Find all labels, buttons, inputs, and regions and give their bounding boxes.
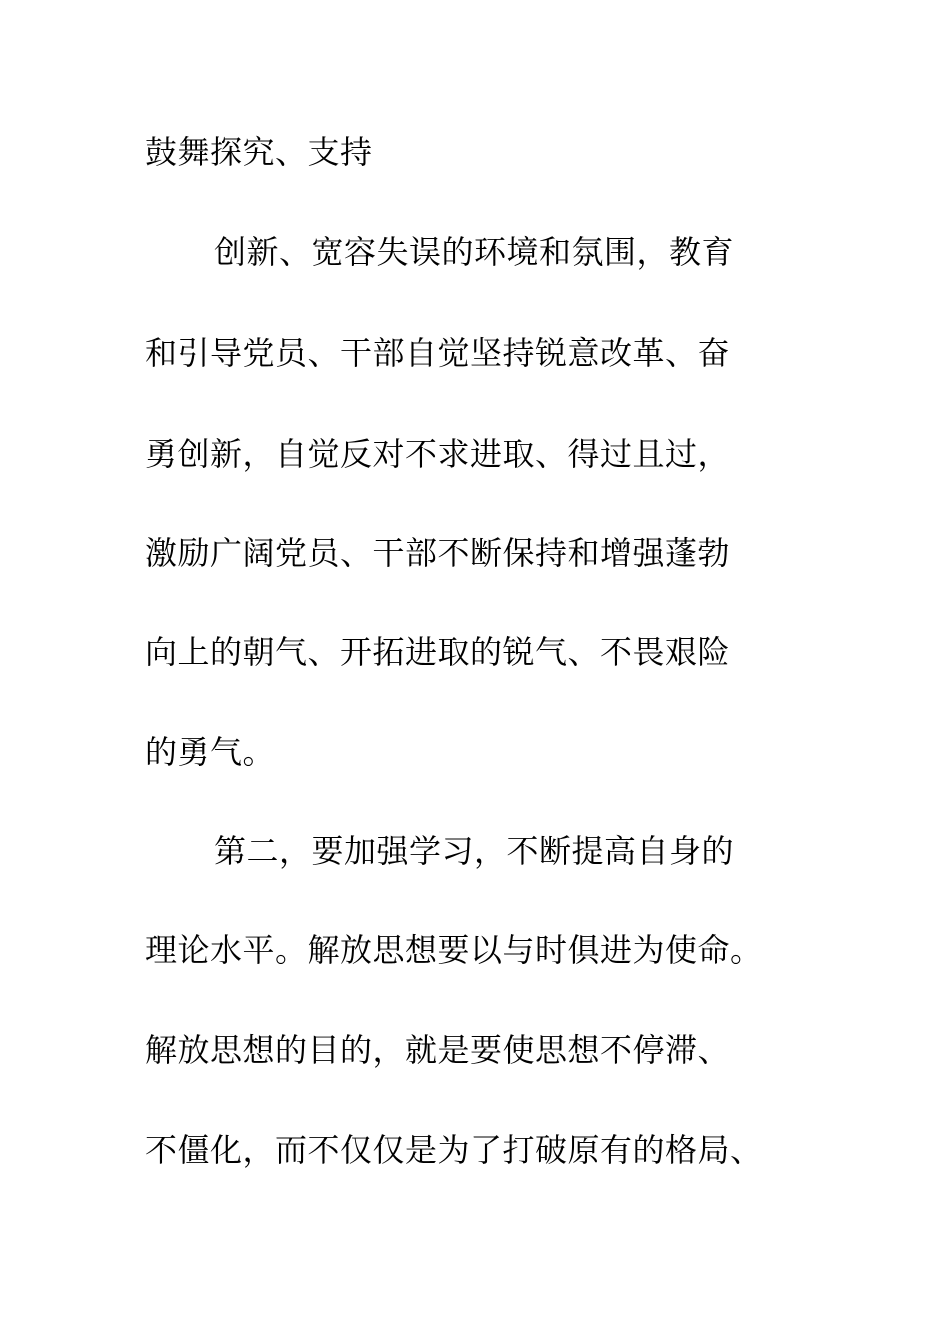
text-line-11: 不僵化，而不仅仅是为了打破原有的格局、 — [145, 1131, 763, 1169]
text-line-8: 第二，要加强学习，不断提高自身的 — [214, 832, 735, 870]
text-line-10: 解放思想的目的，就是要使思想不停滞、 — [145, 1031, 731, 1069]
text-line-9: 理论水平。解放思想要以与时俱进为使命。 — [145, 931, 763, 969]
text-line-1: 鼓舞探究、支持 — [145, 133, 373, 171]
text-line-6: 向上的朝气、开拓进取的锐气、不畏艰险 — [145, 633, 731, 671]
text-line-7: 的勇气。 — [145, 733, 276, 771]
text-line-4: 勇创新，自觉反对不求进取、得过且过， — [145, 435, 731, 473]
text-line-3: 和引导党员、干部自觉坚持锐意改革、奋 — [145, 334, 731, 372]
text-line-5: 激励广阔党员、干部不断保持和增强蓬勃 — [145, 534, 731, 572]
text-line-2: 创新、宽容失误的环境和氛围，教育 — [214, 233, 735, 271]
